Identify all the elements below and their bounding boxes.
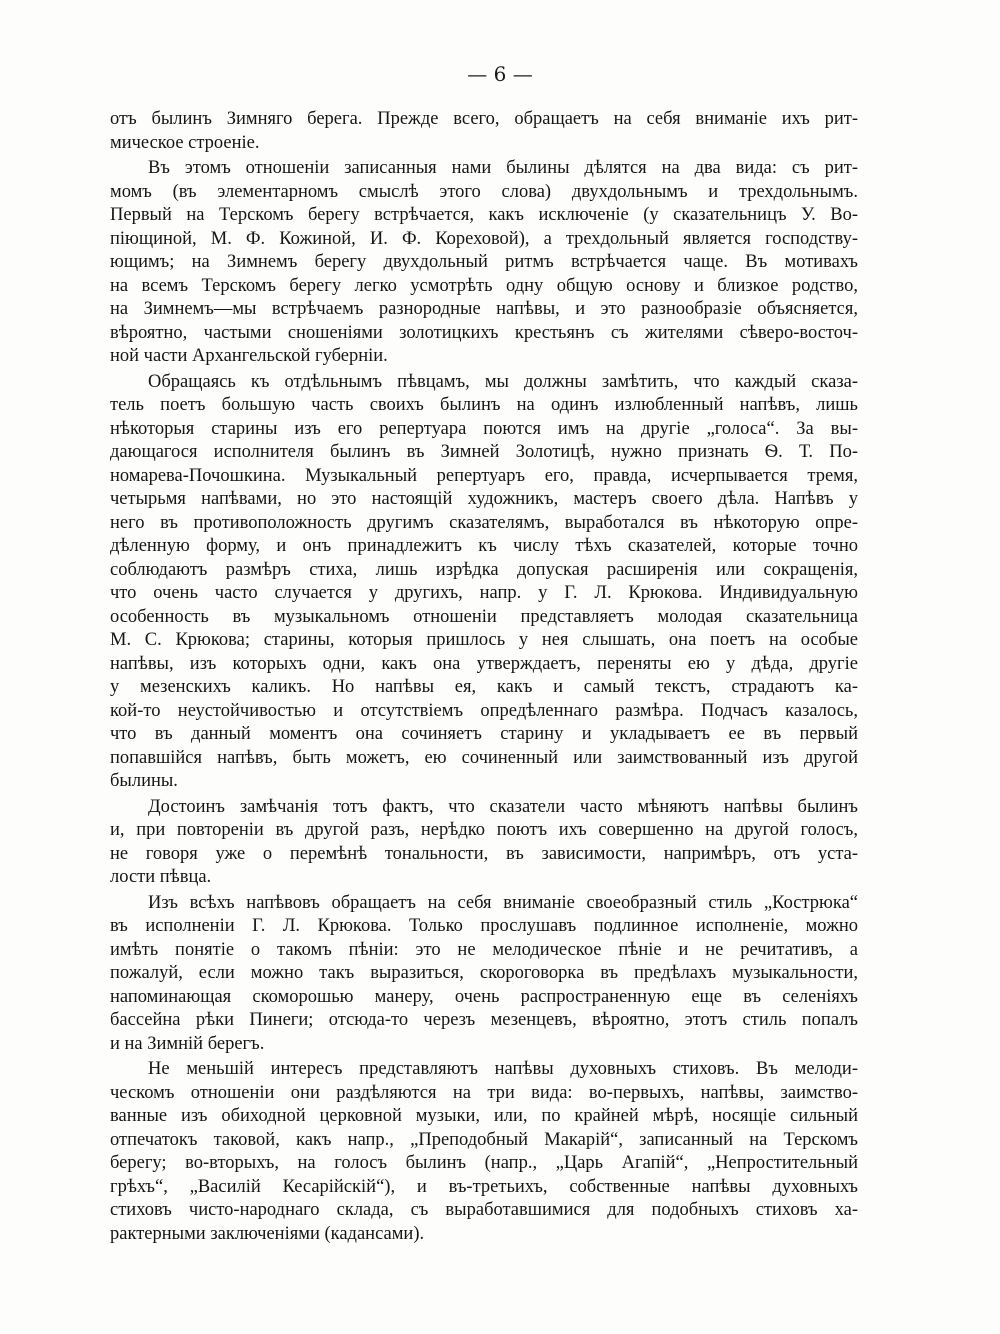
text-line: отпечатокъ таковой, какъ напр., „Преподобный Макарій“, записанный на Терскомъ (110, 1129, 858, 1150)
text-line: кой-то неустойчивостью и отсутствіемъ опредѣленнаго размѣра. Подчасъ казалось, (110, 700, 858, 721)
text-line: на всемъ Терскомъ берегу легко усмотрѣть одну общую основу и близкое родство, (110, 275, 858, 296)
paragraph (110, 371, 858, 794)
text-line: стиховъ чисто-народнаго склада, съ выработавшимися для подобныхъ стиховъ ха- (110, 1200, 858, 1220)
text-line: что въ данный моментъ она сочиняетъ старину и укладываетъ ее въ первый (110, 724, 858, 744)
text-line: попавшійся напѣвъ, быть можетъ, ею сочиненный или заимствованный изъ другой (110, 747, 858, 768)
text-line: и на Зимній берегъ. (110, 1033, 265, 1054)
text-line: лости пѣвца. (110, 867, 212, 887)
text-line: вѣроятно, частыми сношеніями золотицкихъ крестьянъ съ жителями сѣверо-восточ- (110, 322, 858, 343)
text-line: у мезенскихъ каликъ. Но напѣвы ея, какъ и самый текстъ, страдаютъ ка- (110, 677, 858, 697)
text-line: соблюдаютъ размѣръ стиха, лишь изрѣдка допуская расширенія или сокращенія, (110, 559, 858, 580)
text-line: четырьмя напѣвами, но это настоящій художникъ, мастеръ своего дѣла. Напѣвъ у (110, 489, 858, 509)
text-line: номарева-Почошкина. Музыкальный репертуаръ его, правда, исчерпывается тремя, (110, 465, 858, 486)
page-number: — 6 — (467, 62, 533, 86)
text-line: Первый на Терскомъ берегу встрѣчается, какъ исключеніе (у сказательницъ У. Во- (110, 205, 858, 225)
text-line: рактерными заключеніями (кадансами). (110, 1223, 425, 1244)
text-line: въ исполненіи Г. Л. Крюкова. Только прослушавъ подлинное исполненіе, можно (110, 916, 858, 936)
text-line: ванные изъ обиходной церковной музыки, или, по крайней мѣрѣ, носящіе сильный (110, 1106, 858, 1126)
text-line: тель поетъ большую часть своихъ былинъ на одинъ излюбленный напѣвъ, лишь (110, 395, 858, 415)
text-line: отъ былинъ Зимняго берега. Прежде всего, обращаетъ на себя вниманіе ихъ рит- (110, 109, 858, 129)
text-line: дѣленную форму, и онъ принадлежитъ къ числу тѣхъ сказателей, которые точно (110, 536, 858, 556)
text-line: имѣть понятіе о такомъ пѣніи: это не мелодическое пѣніе и не речитативъ, а (110, 939, 858, 960)
text-line: особенность въ музыкальномъ отношеніи представляетъ молодая сказательница (110, 606, 858, 627)
text-line: и, при повтореніи въ другой разъ, нерѣдко поютъ ихъ совершенно на другой голосъ, (110, 820, 858, 840)
text-line: Не меньшій интересъ представляютъ напѣвы духовныхъ стиховъ. Въ мелоди- (148, 1059, 858, 1079)
text-line: что очень часто случается у другихъ, напр. у Г. Л. Крюкова. Индивидуальную (110, 583, 858, 603)
text-line: Обращаясь къ отдѣльнымъ пѣвцамъ, мы должны замѣтить, что каждый сказа- (148, 371, 858, 392)
paragraph (110, 796, 858, 890)
text-line: Достоинъ замѣчанія тотъ фактъ, что сказатели часто мѣняютъ напѣвы былинъ (148, 796, 858, 817)
text-line: грѣхъ“, „Василій Кесарійскій“), и въ-третьихъ, собственные напѣвы духовныхъ (110, 1176, 858, 1197)
text-line: нѣкоторыя старины изъ его репертуара поются имъ на другіе „голоса“. За вы- (110, 418, 858, 439)
text-line: момъ (въ элементарномъ смыслѣ этого слова) двухдольнымъ и трехдольнымъ. (110, 181, 858, 202)
text-line: піющиной, М. Ф. Кожиной, И. Ф. Кореховой), а трехдольный является господству- (110, 228, 858, 249)
text-line: Изъ всѣхъ напѣвовъ обращаетъ на себя вниманіе своеобразный стиль „Кострюка“ (148, 892, 858, 913)
text-line: былины. (110, 771, 178, 791)
text-line: дающагося исполнителя былинъ въ Зимней Золотицѣ, нужно признать Ѳ. Т. По- (110, 442, 858, 462)
text-line: ной части Архангельской губерніи. (110, 346, 388, 366)
text-line: М. С. Крюкова; старины, которыя пришлось у нея слышать, она поетъ на особые (110, 630, 858, 650)
text-line: не говоря уже о перемѣнѣ тональности, въ зависимости, напримѣръ, отъ уста- (110, 843, 858, 864)
text-line: ющимъ; на Зимнемъ берегу двухдольный ритмъ встрѣчается чаще. Въ мотивахъ (110, 252, 858, 272)
text-line: напоминающая скоморошью манеру, очень распространенную еще въ селеніяхъ (110, 986, 858, 1007)
paragraph (110, 108, 858, 155)
text-line: Въ этомъ отношеніи записанныя нами былины дѣлятся на два вида: съ рит- (148, 158, 858, 178)
text-line: него въ противоположность другимъ сказателямъ, выработался въ нѣкоторую опре- (110, 512, 858, 533)
text-line: мическое строеніе. (110, 132, 260, 153)
paragraph (110, 892, 858, 1057)
paragraph (110, 157, 858, 369)
paragraph (110, 1058, 858, 1246)
text-line: на Зимнемъ—мы встрѣчаемъ разнородные напѣвы, и это разнообразіе объясняется, (110, 299, 858, 319)
text-line: напѣвы, изъ которыхъ одни, какъ она утверждаетъ, переняты ею у дѣда, другіе (110, 653, 858, 674)
text-line: берегу; во-вторыхъ, на голосъ былинъ (напр., „Царь Агапій“, „Непростительный (110, 1153, 858, 1173)
text-line: пожалуй, если можно такъ выразиться, скороговорка въ предѣлахъ музыкальности, (110, 963, 858, 983)
body-text (110, 108, 858, 1248)
text-line: бассейна рѣки Пинеги; отсюда-то черезъ мезенцевъ, вѣроятно, этотъ стиль попалъ (110, 1010, 858, 1030)
text-line: ческомъ отношеніи они раздѣляются на три вида: во-первыхъ, напѣвы, заимство- (110, 1082, 858, 1103)
